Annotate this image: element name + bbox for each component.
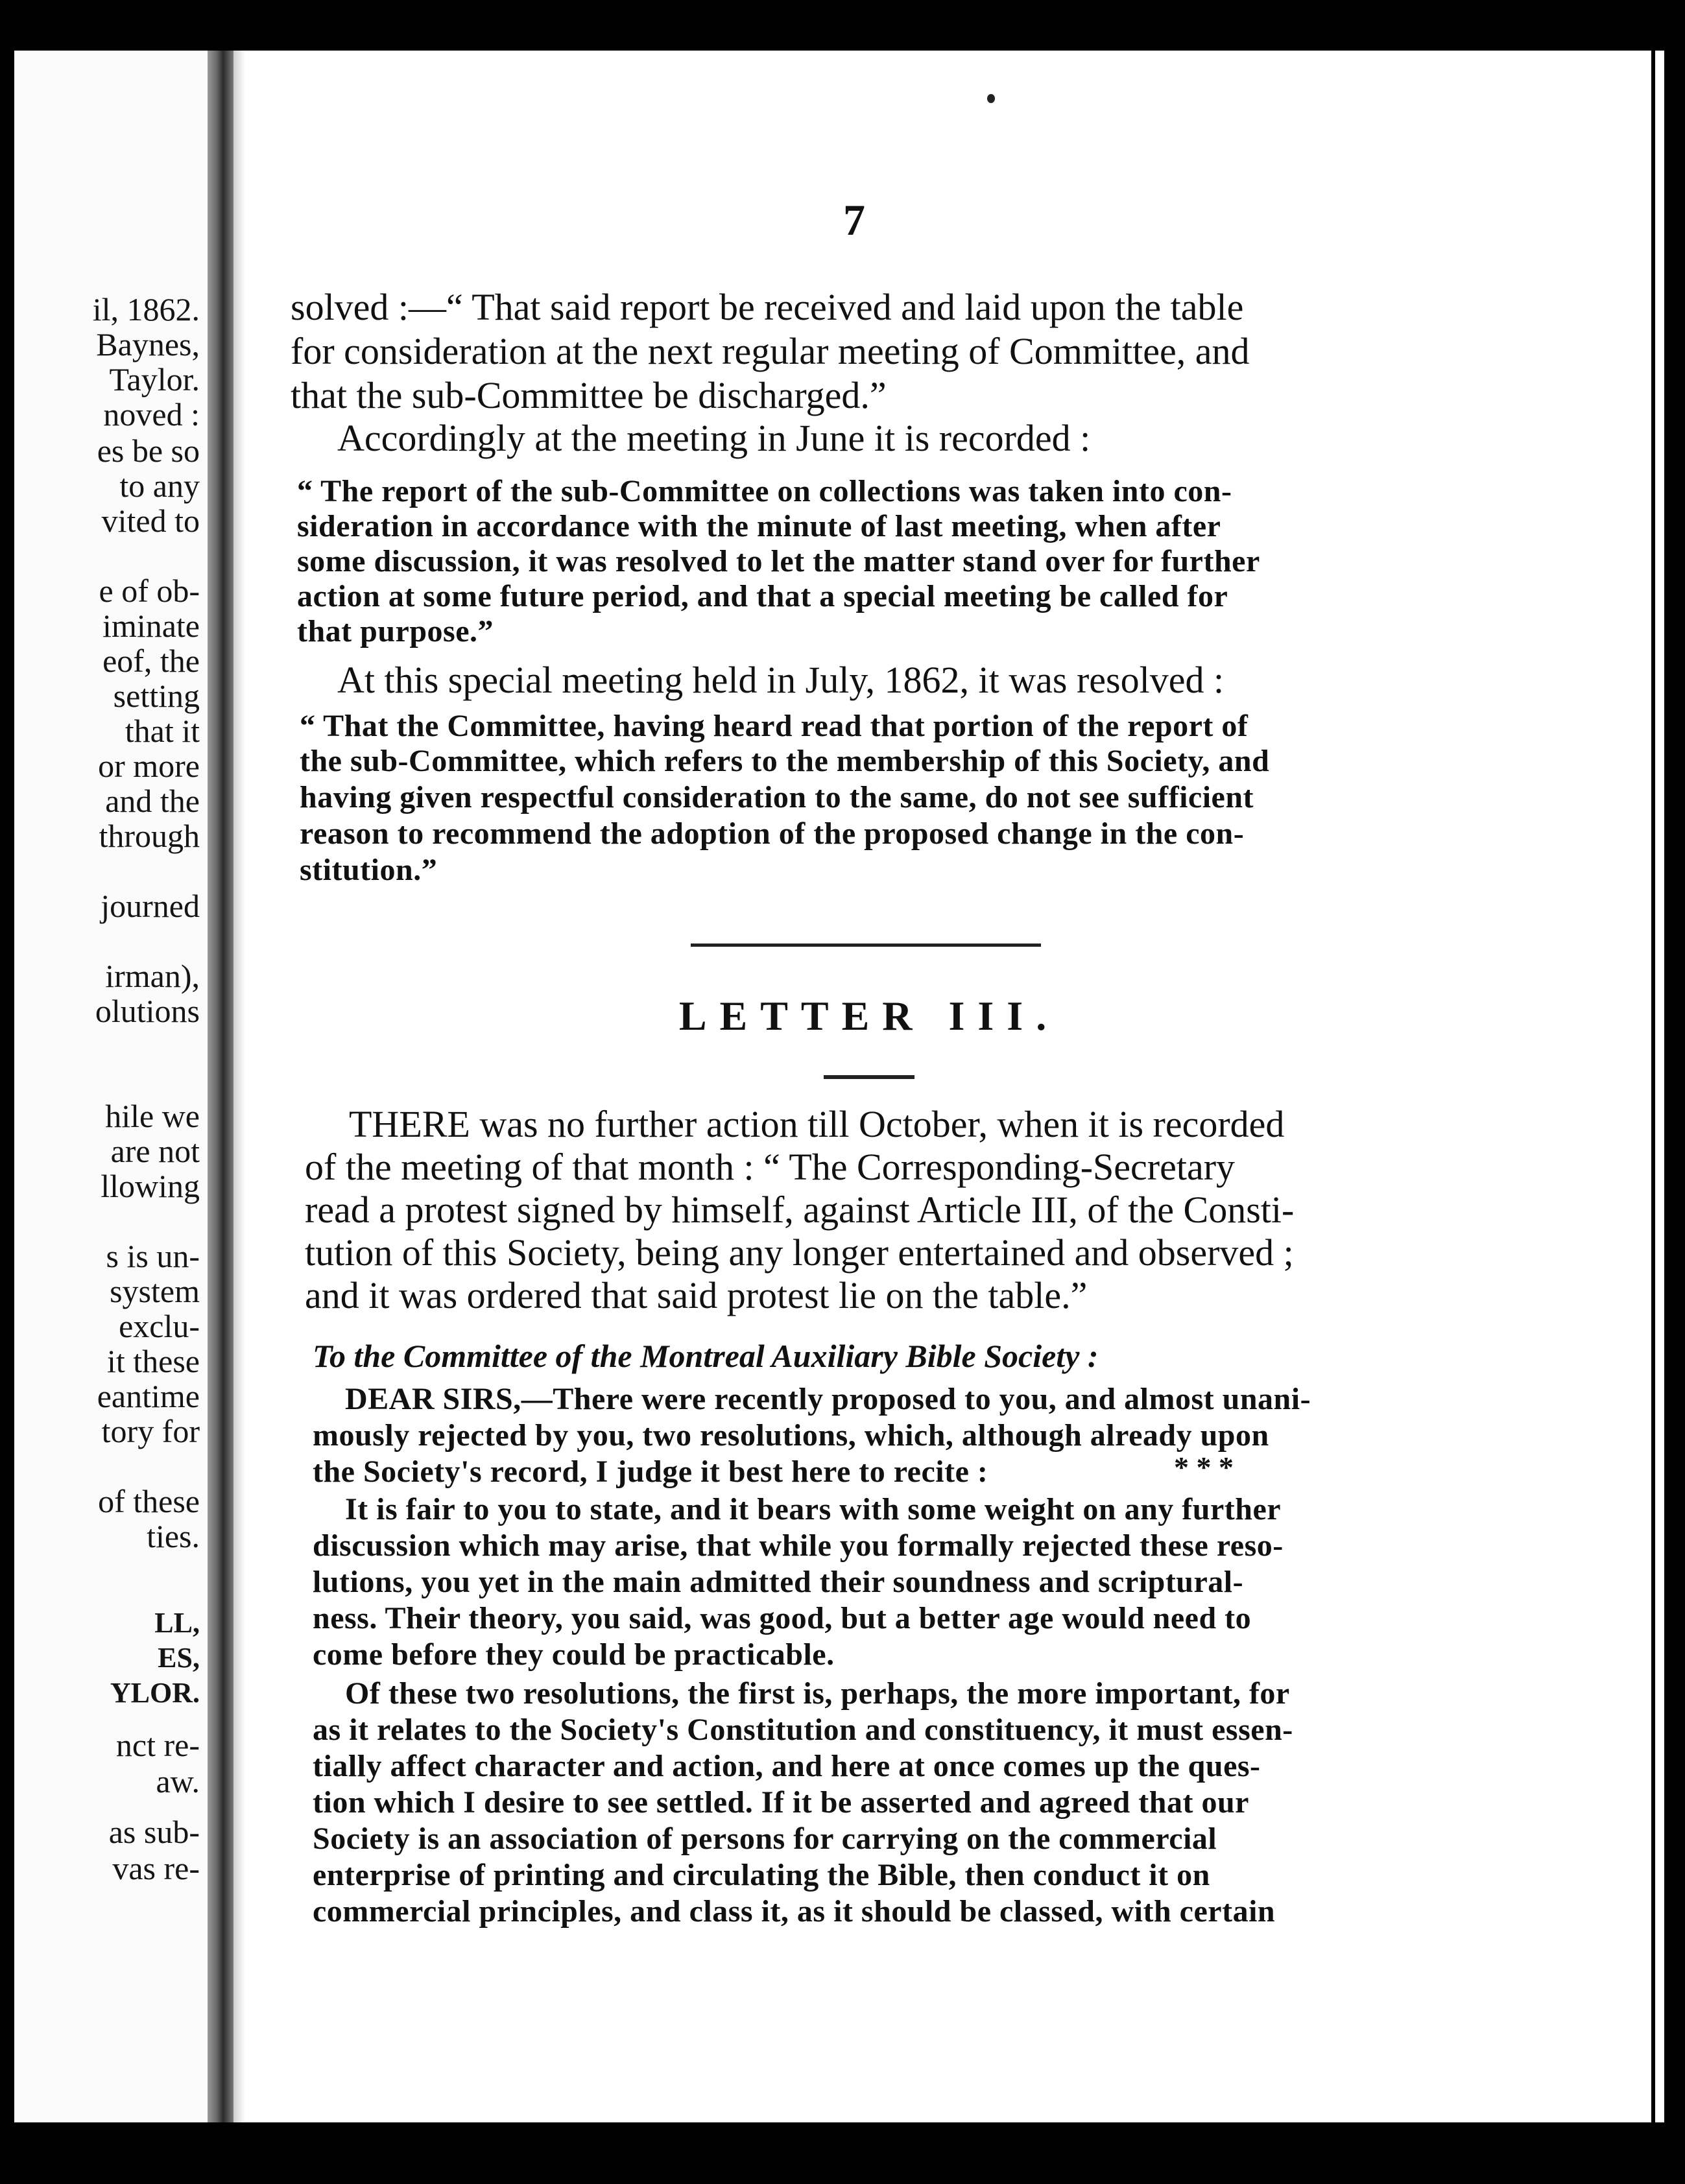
letter-line: commercial principles, and class it, as it should be classed, with certain (313, 1894, 1276, 1929)
left-fragment: are not (110, 1133, 200, 1169)
left-fragment: llowing (101, 1168, 200, 1204)
quote-line: reason to recommend the adoption of the proposed change in the con- (300, 816, 1245, 851)
left-fragment: of these (98, 1483, 200, 1519)
left-fragment: exclu- (119, 1308, 200, 1344)
left-facing-page (14, 51, 208, 2122)
body-line: tution of this Society, being any longer entertained and observed ; (305, 1231, 1294, 1274)
letter-address: To the Committee of the Montreal Auxiliary Bible Society : (313, 1338, 1099, 1374)
left-fragment: tory for (101, 1413, 200, 1449)
letter-line: discussion which may arise, that while you formally rejected these reso- (313, 1528, 1284, 1563)
left-fragment: that it (125, 713, 200, 749)
body-line: solved :—“ That said report be received and laid upon the table (291, 286, 1244, 328)
quote-line: the sub-Committee, which refers to the membership of this Society, and (300, 744, 1270, 778)
body-line: that the sub-Committee be discharged.” (291, 374, 887, 416)
left-fragment: as sub- (108, 1814, 200, 1850)
quote-line: “ The report of the sub-Committee on collections was taken into con- (297, 474, 1232, 508)
ink-speck (987, 94, 995, 103)
scan-border-top (0, 0, 1685, 51)
left-fragment: aw. (156, 1763, 200, 1799)
section-divider (691, 944, 1041, 947)
letter-line: Of these two resolutions, the first is, perhaps, the more important, for (345, 1676, 1290, 1711)
left-fragment: noved : (103, 396, 200, 433)
letter-line: enterprise of printing and circulating the Bible, then conduct it on (313, 1858, 1210, 1892)
left-fragment: nct re- (115, 1727, 200, 1763)
letter-line: mously rejected by you, two resolutions, which, although already upon (313, 1418, 1269, 1453)
left-fragment: eof, the (102, 643, 200, 679)
left-fragment: setting (113, 678, 200, 714)
left-fragment: or more (98, 748, 200, 784)
letter-heading: LETTER III. (678, 993, 1060, 1039)
quote-line: “ That the Committee, having heard read that portion of the report of (300, 709, 1249, 743)
letter-line: DEAR SIRS,—There were recently proposed to you, and almost unani- (345, 1382, 1311, 1416)
letter-line: ness. Their theory, you said, was good, but a better age would need to (313, 1601, 1252, 1635)
left-fragment: irman), (105, 958, 200, 994)
left-fragment: Taylor. (109, 361, 200, 398)
left-fragment: vas re- (112, 1850, 200, 1886)
letter-line: come before they could be practicable. (313, 1637, 835, 1672)
left-fragment: through (99, 818, 200, 854)
quote-line: stitution.” (300, 853, 438, 887)
left-fragment: LL, (154, 1607, 200, 1639)
book-gutter-edge (233, 51, 245, 2122)
left-fragment: iminate (102, 608, 200, 644)
left-fragment: ES, (158, 1642, 200, 1674)
quote-line: sideration in accordance with the minute of last meeting, when after (297, 509, 1221, 543)
left-fragment: and the (105, 783, 200, 819)
quote-line: having given respectful consideration to the same, do not see sufficient (300, 780, 1254, 814)
letter-line: tion which I desire to see settled. If it be asserted and agreed that our (313, 1785, 1249, 1820)
letter-line: tially affect character and action, and here at once comes up the ques- (313, 1749, 1261, 1783)
body-line: At this special meeting held in July, 1862, it was resolved : (337, 659, 1225, 701)
quote-line: some discussion, it was resolved to let the matter stand over for further (297, 544, 1260, 578)
letter-line: Society is an association of persons for carrying on the commercial (313, 1822, 1217, 1856)
scan-border-bottom (0, 2122, 1685, 2184)
left-fragment: it these (106, 1343, 200, 1379)
quote-line: that purpose.” (297, 614, 494, 648)
heading-underline (824, 1075, 914, 1079)
letter-line: lutions, you yet in the main admitted their soundness and scriptural- (313, 1565, 1244, 1599)
left-fragment: to any (119, 468, 200, 504)
body-line: of the meeting of that month : “ The Corresponding-Secretary (305, 1146, 1236, 1188)
left-fragment: il, 1862. (92, 291, 200, 327)
book-gutter (208, 51, 233, 2122)
ellipsis-stars: * * * (1174, 1451, 1234, 1484)
body-line: and it was ordered that said protest lie on the table.” (305, 1274, 1088, 1316)
body-line: for consideration at the next regular meeting of Committee, and (291, 330, 1250, 372)
quote-line: action at some future period, and that a special meeting be called for (297, 579, 1228, 613)
left-fragment: e of ob- (99, 573, 200, 609)
left-fragment: ties. (147, 1518, 200, 1554)
left-fragment: hile we (105, 1098, 200, 1134)
left-fragment: eantime (97, 1378, 200, 1414)
scan-border-right (1664, 0, 1685, 2184)
left-fragment: journed (101, 888, 200, 924)
left-fragment: Baynes, (96, 326, 200, 362)
left-fragment: vited to (101, 503, 200, 539)
page-number: 7 (843, 195, 865, 244)
letter-line: It is fair to you to state, and it bears with some weight on any further (345, 1492, 1282, 1526)
letter-line: the Society's record, I judge it best here to recite : (313, 1454, 988, 1489)
left-fragment: YLOR. (110, 1677, 200, 1709)
body-line: Accordingly at the meeting in June it is recorded : (337, 417, 1091, 459)
letter-line: as it relates to the Society's Constitution and constituency, it must essen- (313, 1713, 1293, 1747)
scan-border-right-inner (1651, 51, 1664, 2122)
body-line: THERE was no further action till October, when it is recorded (349, 1103, 1285, 1145)
left-fragment: es be so (97, 433, 200, 469)
left-fragment: system (110, 1273, 200, 1309)
scan-border-left (0, 0, 14, 2184)
left-fragment: olutions (95, 993, 200, 1029)
body-line: read a protest signed by himself, against Article III, of the Consti- (305, 1189, 1295, 1231)
left-fragment: s is un- (106, 1238, 200, 1274)
